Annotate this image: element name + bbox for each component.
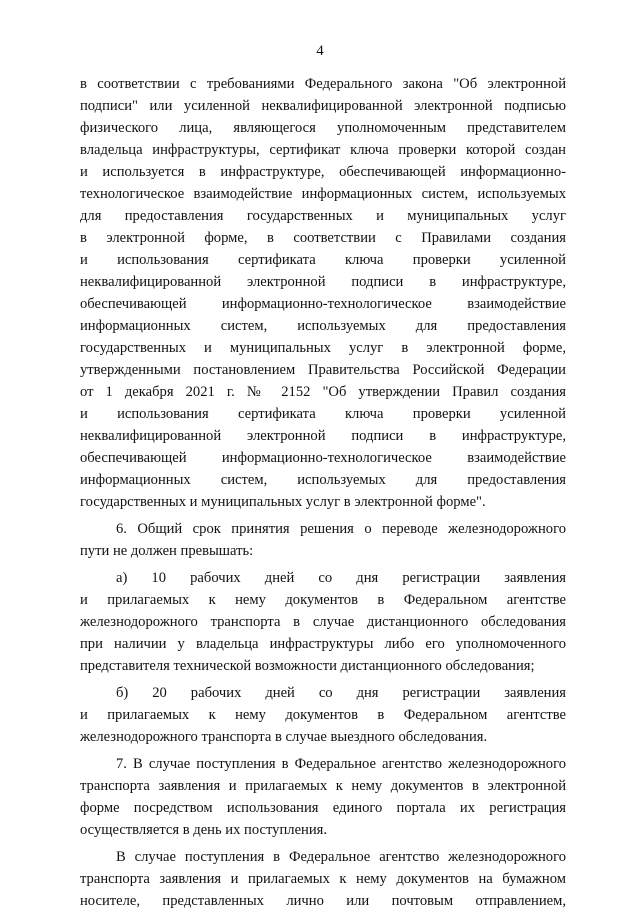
text-line: носителе, представленных лично или почтовым отправлением, (80, 893, 566, 909)
text-line: и прилагаемых к нему документов в Федеральном агентстве (80, 707, 566, 723)
paragraph-subitem-a (80, 567, 566, 677)
text-line: и прилагаемых к нему документов в Федеральном агентстве (80, 592, 566, 608)
text-line: государственных и муниципальных услуг в электронной форме". (80, 494, 486, 510)
text-line: б) 20 рабочих дней со дня регистрации заявления (116, 685, 566, 701)
text-line: обеспечивающей информационно-технологическое взаимодействие (80, 450, 566, 466)
text-line: при наличии у владельца инфраструктуры либо его уполномоченного (80, 636, 566, 652)
text-line: В случае поступления в Федеральное агентство железнодорожного (116, 849, 566, 865)
text-line: и использования сертификата ключа проверки усиленной (80, 252, 566, 268)
text-line: осуществляется в день их поступления. (80, 822, 328, 838)
paragraph-item-6 (80, 518, 566, 562)
text-line: представителя технической возможности дистанционного обследования; (80, 658, 535, 674)
paragraph-continuation (80, 73, 566, 513)
text-line: подписи" или усиленной неквалифицированной электронной подписью (80, 98, 566, 114)
text-line: пути не должен превышать: (80, 543, 254, 559)
text-line: физического лица, являющегося уполномоченным представителем (80, 120, 566, 136)
text-line: 6. Общий срок принятия решения о переводе железнодорожного (116, 521, 566, 537)
text-line: и использования сертификата ключа проверки усиленной (80, 406, 566, 422)
paragraph-subitem-b (80, 682, 566, 748)
text-line: информационных систем, используемых для предоставления (80, 472, 566, 488)
text-line: неквалифицированной электронной подписи в инфраструктуре, (80, 428, 566, 444)
text-line: для предоставления государственных и муниципальных услуг (80, 208, 566, 224)
text-line: а) 10 рабочих дней со дня регистрации заявления (116, 570, 566, 586)
text-line: транспорта заявления и прилагаемых к нему документов в электронной (80, 778, 566, 794)
text-line: транспорта заявления и прилагаемых к нему документов на бумажном (80, 871, 566, 887)
text-line: информационных систем, используемых для предоставления (80, 318, 566, 334)
text-line: железнодорожного транспорта в случае дистанционного обследования (80, 614, 566, 630)
text-line: в соответствии с требованиями Федерального закона "Об электронной (80, 76, 566, 92)
page-number: 4 (316, 43, 324, 59)
text-line: технологическое взаимодействие информационных систем, используемых (80, 186, 566, 202)
text-line: в электронной форме, в соответствии с Правилами создания (80, 230, 566, 246)
text-line: владельца инфраструктуры, сертификат ключа проверки которой создан (80, 142, 566, 158)
text-line: 7. В случае поступления в Федеральное агентство железнодорожного (116, 756, 566, 772)
paragraph-paper-submission (80, 846, 566, 912)
text-line: обеспечивающей информационно-технологическое взаимодействие (80, 296, 566, 312)
paragraph-item-7 (80, 753, 566, 841)
document-body (80, 73, 566, 912)
text-line: государственных и муниципальных услуг в электронной форме, (80, 340, 566, 356)
text-line: железнодорожного транспорта в случае выездного обследования. (80, 729, 488, 745)
text-line: форме посредством использования единого портала их регистрация (80, 800, 566, 816)
text-line: неквалифицированной электронной подписи в инфраструктуре, (80, 274, 566, 290)
text-line: от 1 декабря 2021 г. № 2152 "Об утверждении Правил создания (80, 384, 566, 400)
text-line: утвержденными постановлением Правительства Российской Федерации (80, 362, 566, 378)
text-line: и используется в инфраструктуре, обеспечивающей информационно- (80, 164, 566, 180)
